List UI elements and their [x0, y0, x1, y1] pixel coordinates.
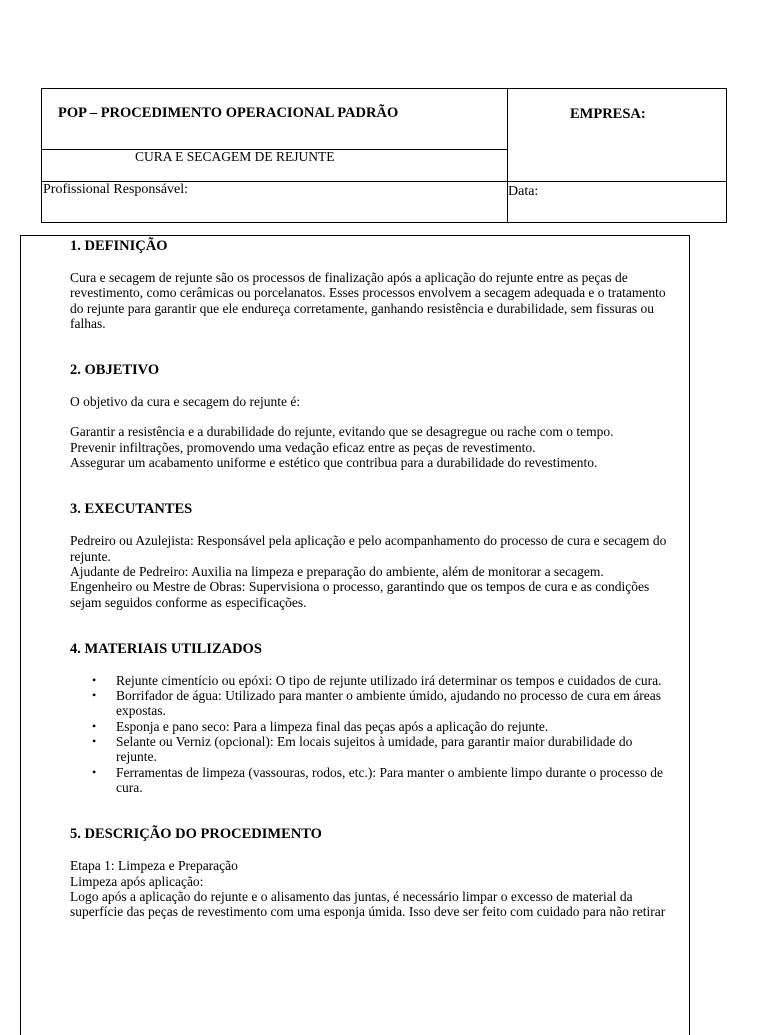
- list-item: • Ferramentas de limpeza (vassouras, rodos, etc.): Para manter o ambiente limpo durante o processo de cura.: [92, 764, 663, 795]
- header-table: [41, 88, 727, 223]
- objetivo-line: Assegurar um acabamento uniforme e estético que contribua para a durabilidade do revestimento.: [70, 455, 598, 471]
- executantes-line: Ajudante de Pedreiro: Auxilia na limpeza e preparação do ambiente, além de monitorar a secagem.: [70, 563, 604, 579]
- list-item: • Esponja e pano seco: Para a limpeza final das peças após a aplicação do rejunte.: [92, 718, 549, 734]
- objetivo-line: Prevenir infiltrações, promovendo uma vedação eficaz entre as peças de revestimento.: [70, 439, 536, 455]
- document-subtitle: CURA E SECAGEM DE REJUNTE: [135, 149, 335, 164]
- definicao-line: do rejunte para garantir que ele endureça corretamente, ganhando resistência e durabilidade, sem fissuras ou: [70, 300, 654, 316]
- executantes-line: Engenheiro ou Mestre de Obras: Supervisiona o processo, garantindo que os tempos de cura e as condições: [70, 579, 650, 595]
- descricao-line: superfície das peças de revestimento com uma esponja úmida. Isso deve ser feito com cuidado para não retirar: [70, 904, 666, 920]
- company-label: EMPRESA:: [570, 106, 646, 122]
- executantes-line: rejunte.: [70, 548, 111, 564]
- responsible-label: Profissional Responsável:: [43, 182, 189, 197]
- bullet-icon: •: [92, 764, 97, 779]
- date-label: Data:: [508, 184, 539, 199]
- section-title-descricao: 5. DESCRIÇÃO DO PROCEDIMENTO: [70, 826, 322, 843]
- bullet-icon: •: [92, 718, 97, 733]
- materiais-list: [70, 673, 710, 795]
- list-item: • Selante ou Verniz (opcional): Em locais sujeitos à umidade, para garantir maior durabilidade do rejunte.: [92, 734, 633, 765]
- bullet-icon: •: [92, 672, 97, 687]
- section-title-executantes: 3. EXECUTANTES: [70, 501, 193, 518]
- executantes-line: sejam seguidos conforme as especificações.: [70, 594, 307, 610]
- descricao-line: Logo após a aplicação do rejunte e o alisamento das juntas, é necessário limpar o excesso de material da: [70, 888, 633, 904]
- executantes-line: Pedreiro ou Azulejista: Responsável pela aplicação e pelo acompanhamento do processo de cura e secagem do: [70, 533, 667, 549]
- pop-title: POP – PROCEDIMENTO OPERACIONAL PADRÃO: [58, 105, 399, 121]
- definicao-line: Cura e secagem de rejunte são os processos de finalização após a aplicação do rejunte entre as peças de: [70, 270, 628, 285]
- section-title-materiais: 4. MATERIAIS UTILIZADOS: [70, 640, 262, 657]
- document-body: [70, 237, 710, 919]
- section-title-objetivo: 2. OBJETIVO: [70, 362, 160, 379]
- definicao-line: revestimento, como cerâmicas ou porcelanatos. Esses processos envolvem a secagem adequada e o tratamento: [70, 285, 666, 301]
- list-item: • Rejunte cimentício ou epóxi: O tipo de rejunte utilizado irá determinar os tempos e cuidados de cura.: [92, 672, 662, 688]
- objetivo-intro: O objetivo da cura e secagem do rejunte é:: [70, 394, 301, 410]
- objetivo-line: Garantir a resistência e a durabilidade do rejunte, evitando que se desagregue ou rache com o tempo.: [70, 424, 614, 440]
- definicao-line: falhas.: [70, 315, 106, 331]
- descricao-subtitle: Limpeza após aplicação:: [70, 873, 204, 889]
- list-item: • Borrifador de água: Utilizado para manter o ambiente úmido, ajudando no processo de cura em áreas expostas.: [92, 688, 662, 719]
- descricao-step-title: Etapa 1: Limpeza e Preparação: [70, 858, 238, 874]
- section-title-definicao: 1. DEFINIÇÃO: [70, 238, 168, 254]
- header-divider-vertical: [507, 89, 508, 222]
- bullet-icon: •: [92, 688, 97, 703]
- bullet-icon: •: [92, 734, 97, 749]
